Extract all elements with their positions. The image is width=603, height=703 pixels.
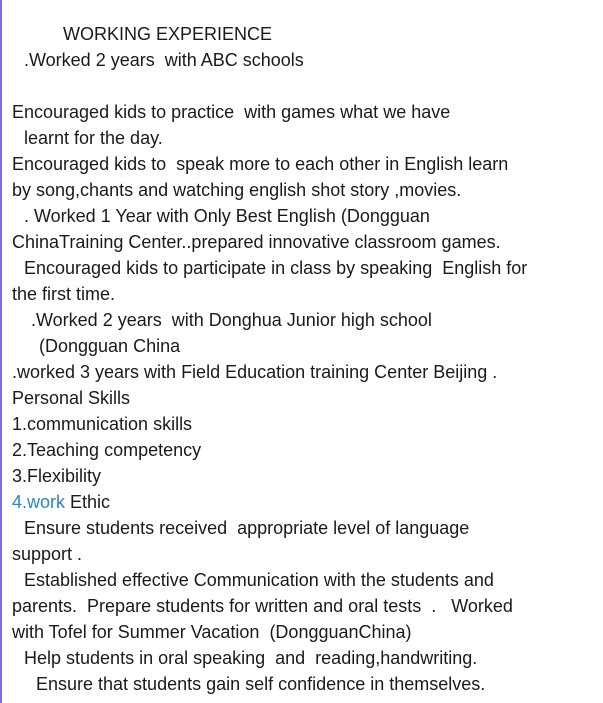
paragraph-line: Encouraged kids to practice with games what we have: [12, 102, 451, 122]
document-body: [12, 21, 602, 697]
skill-item: [12, 489, 602, 515]
job-entry-field-education: .worked 3 years with Field Education training Center Beijing .: [12, 362, 498, 382]
work-link[interactable]: 4.work: [12, 492, 66, 512]
paragraph-line: Encouraged kids to speak more to each other in English learn: [12, 154, 509, 174]
section-heading: WORKING EXPERIENCE: [63, 24, 273, 44]
paragraph-line: support .: [12, 544, 83, 564]
skill-item: 3.Flexibility: [12, 466, 102, 486]
paragraph-line: parents. Prepare students for written and oral tests . Worked: [12, 596, 513, 616]
paragraph-line: Encouraged kids to participate in class by speaking English for: [24, 258, 528, 278]
paragraph-line: ChinaTraining Center..prepared innovative classroom games.: [12, 232, 501, 252]
paragraph-line: Established effective Communication with the students and: [24, 570, 494, 590]
paragraph-line: learnt for the day.: [24, 128, 163, 148]
paragraph-line: Ensure students received appropriate level of language: [24, 518, 470, 538]
job-entry-abc: .Worked 2 years with ABC schools: [24, 50, 304, 70]
paragraph-line: the first time.: [12, 284, 116, 304]
skills-heading: Personal Skills: [12, 388, 131, 408]
paragraph-line: Help students in oral speaking and reading,handwriting.: [24, 648, 478, 668]
skill-item: 1.communication skills: [12, 414, 193, 434]
job-entry-donghua: .Worked 2 years with Donghua Junior high school: [31, 310, 432, 330]
paragraph-line: with Tofel for Summer Vacation (DongguanChina): [12, 622, 412, 642]
skill-item: 2.Teaching competency: [12, 440, 202, 460]
paragraph-line: (Dongguan China: [39, 336, 181, 356]
skill-item-text: Ethic: [65, 492, 111, 512]
paragraph-line: by song,chants and watching english shot story ,movies.: [12, 180, 462, 200]
paragraph-line: Ensure that students gain self confidence in themselves.: [36, 674, 486, 694]
blank-line: [12, 73, 602, 99]
job-entry-only-best-english: . Worked 1 Year with Only Best English (Dongguan: [24, 206, 430, 226]
